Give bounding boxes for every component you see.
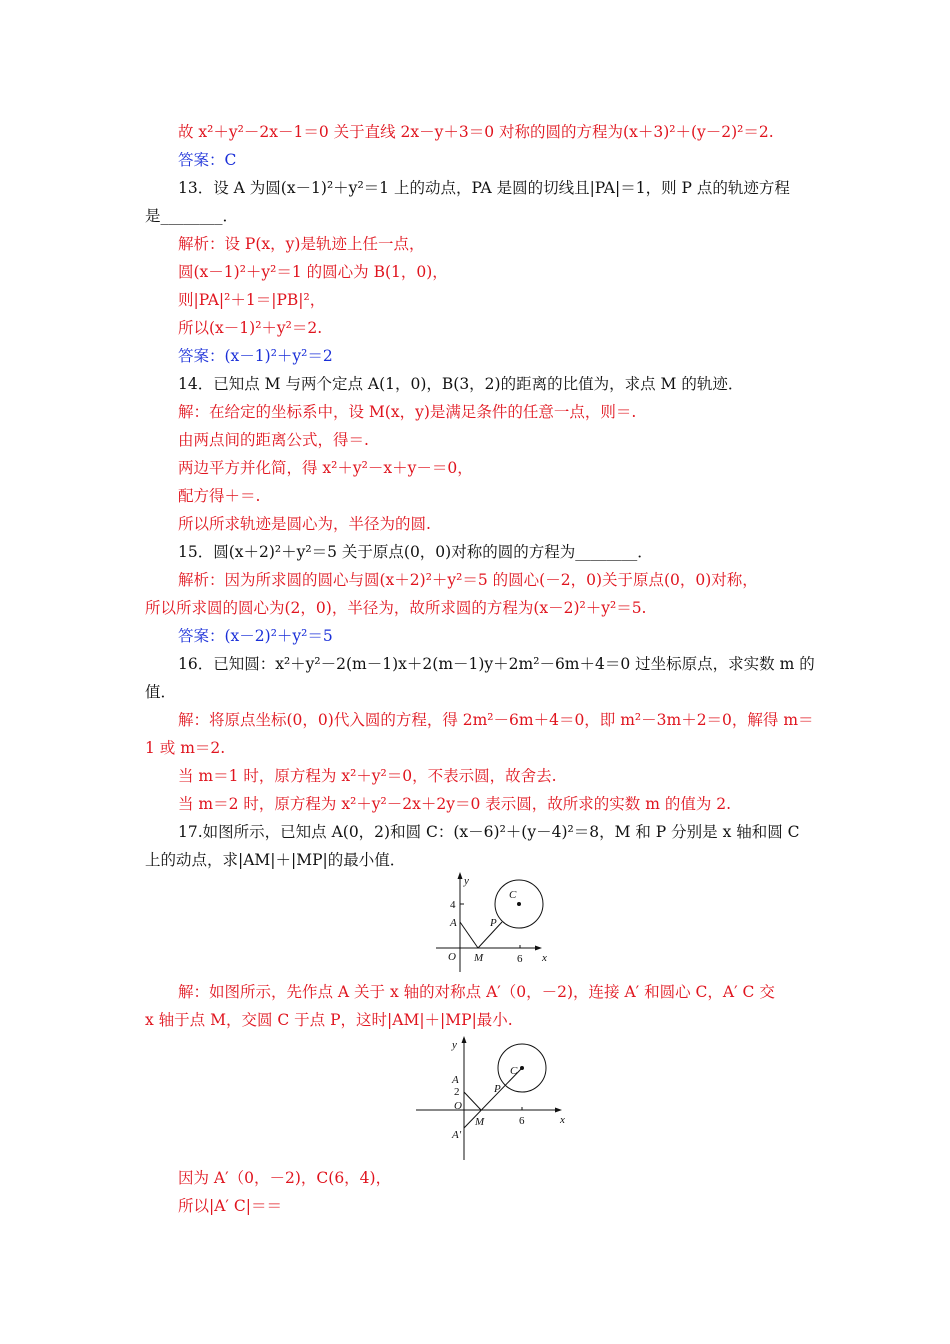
label-a: A xyxy=(450,917,457,929)
solution-line: 两边平方并化简，得 x²＋y²－x＋y－＝0， xyxy=(178,459,473,477)
solution-line: 所以所求轨迹是圆心为，半径为的圆. xyxy=(178,515,431,533)
label-o: O xyxy=(454,1100,462,1112)
x-axis-arrow xyxy=(535,946,542,951)
solution-line: 所以(x－1)²＋y²＝2. xyxy=(178,319,323,337)
label-a-prime: A′ xyxy=(452,1129,462,1141)
question-15: 15．圆(x＋2)²＋y²＝5 关于原点(0，0)对称的圆的方程为________． xyxy=(178,543,653,561)
text-line: 值． xyxy=(145,683,177,701)
solution-line: 当 m＝2 时，原方程为 x²＋y²－2x＋2y＝0 表示圆，故所求的实数 m 的值为 2. xyxy=(178,795,732,813)
label-6: 6 xyxy=(517,953,523,965)
label-y: y xyxy=(464,875,469,887)
question-13: 13．设 A 为圆(x－1)²＋y²＝1 上的动点，PA 是圆的切线且|PA|＝1，则 P 点的轨迹方程 xyxy=(178,179,790,197)
figure-1-diagram xyxy=(430,870,550,978)
label-c: C xyxy=(509,889,517,901)
label-4: 4 xyxy=(450,899,456,911)
solution-line: 因为 A′（0，－2)，C(6，4)， xyxy=(178,1169,392,1187)
x-axis-arrow xyxy=(555,1108,562,1113)
solution-line: 圆(x－1)²＋y²＝1 的圆心为 B(1，0)， xyxy=(178,263,448,281)
label-x: x xyxy=(542,952,547,964)
label-m: M xyxy=(475,1116,485,1128)
label-a: A xyxy=(452,1074,459,1086)
solution-line: 所以所求圆的圆心为(2，0)，半径为，故所求圆的方程为(x－2)²＋y²＝5. xyxy=(145,599,647,617)
question-14: 14．已知点 M 与两个定点 A(1，0)，B(3，2)的距离的比值为，求点 M 的轨迹． xyxy=(178,375,744,393)
solution-line: 解：在给定的坐标系中，设 M(x，y)是满足条件的任意一点，则＝. xyxy=(178,403,637,421)
text-line: 是________． xyxy=(145,207,239,225)
solution-line: 所以|A′ C|＝＝ xyxy=(178,1197,282,1215)
solution-line: 当 m＝1 时，原方程为 x²＋y²＝0，不表示圆，故舍去. xyxy=(178,767,557,785)
label-m: M xyxy=(474,952,484,964)
solution-line: 解析：因为所求圆的圆心与圆(x＋2)²＋y²＝5 的圆心(－2，0)关于原点(0，0)对称， xyxy=(178,571,758,589)
solution-line: x 轴于点 M，交圆 C 于点 P，这时|AM|＋|MP|最小. xyxy=(145,1011,513,1029)
solution-line: 则|PA|²＋1＝|PB|²， xyxy=(178,291,326,309)
y-axis-arrow xyxy=(462,1036,467,1043)
center-c-dot xyxy=(517,902,521,906)
segment-a-prime-c xyxy=(464,1068,522,1128)
label-o: O xyxy=(448,951,456,963)
segment-am xyxy=(460,922,478,948)
text-line: 上的动点，求|AM|＋|MP|的最小值． xyxy=(145,851,406,869)
question-16: 16．已知圆：x²＋y²－2(m－1)x＋2(m－1)y＋2m²－6m＋4＝0 过坐标原点，求实数 m 的 xyxy=(178,655,815,673)
text-line: 故 x²＋y²－2x－1＝0 关于直线 2x－y＋3＝0 对称的圆的方程为(x＋3)²＋(y－2)²＝2. xyxy=(178,123,774,141)
solution-line: 解：如图所示，先作点 A 关于 x 轴的对称点 A′（0，－2)，连接 A′ 和圆心 C，A′ C 交 xyxy=(178,983,775,1001)
solution-line: 配方得＋＝. xyxy=(178,487,261,505)
label-x: x xyxy=(560,1114,565,1126)
solution-line: 1 或 m＝2. xyxy=(145,739,226,757)
label-c: C xyxy=(510,1065,518,1077)
label-6: 6 xyxy=(519,1115,525,1127)
answer-line: 答案：(x－2)²＋y²＝5 xyxy=(178,627,333,645)
figure-2-diagram xyxy=(412,1034,572,1164)
segment-am xyxy=(464,1092,481,1110)
solution-line: 由两点间的距离公式，得＝. xyxy=(178,431,369,449)
answer-line: 答案：(x－1)²＋y²＝2 xyxy=(178,347,333,365)
answer-line: 答案：C xyxy=(178,151,237,169)
label-p: P xyxy=(494,1083,501,1095)
question-17: 17.如图所示，已知点 A(0，2)和圆 C：(x－6)²＋(y－4)²＝8，M 和 P 分别是 x 轴和圆 C xyxy=(178,823,800,841)
label-p: P xyxy=(490,917,497,929)
label-2: 2 xyxy=(454,1086,460,1098)
y-axis-arrow xyxy=(458,872,463,879)
solution-line: 解析：设 P(x，y)是轨迹上任一点， xyxy=(178,235,425,253)
label-y: y xyxy=(452,1039,457,1051)
solution-line: 解：将原点坐标(0，0)代入圆的方程，得 2m²－6m＋4＝0，即 m²－3m＋2＝0，解得 m＝ xyxy=(178,711,814,729)
